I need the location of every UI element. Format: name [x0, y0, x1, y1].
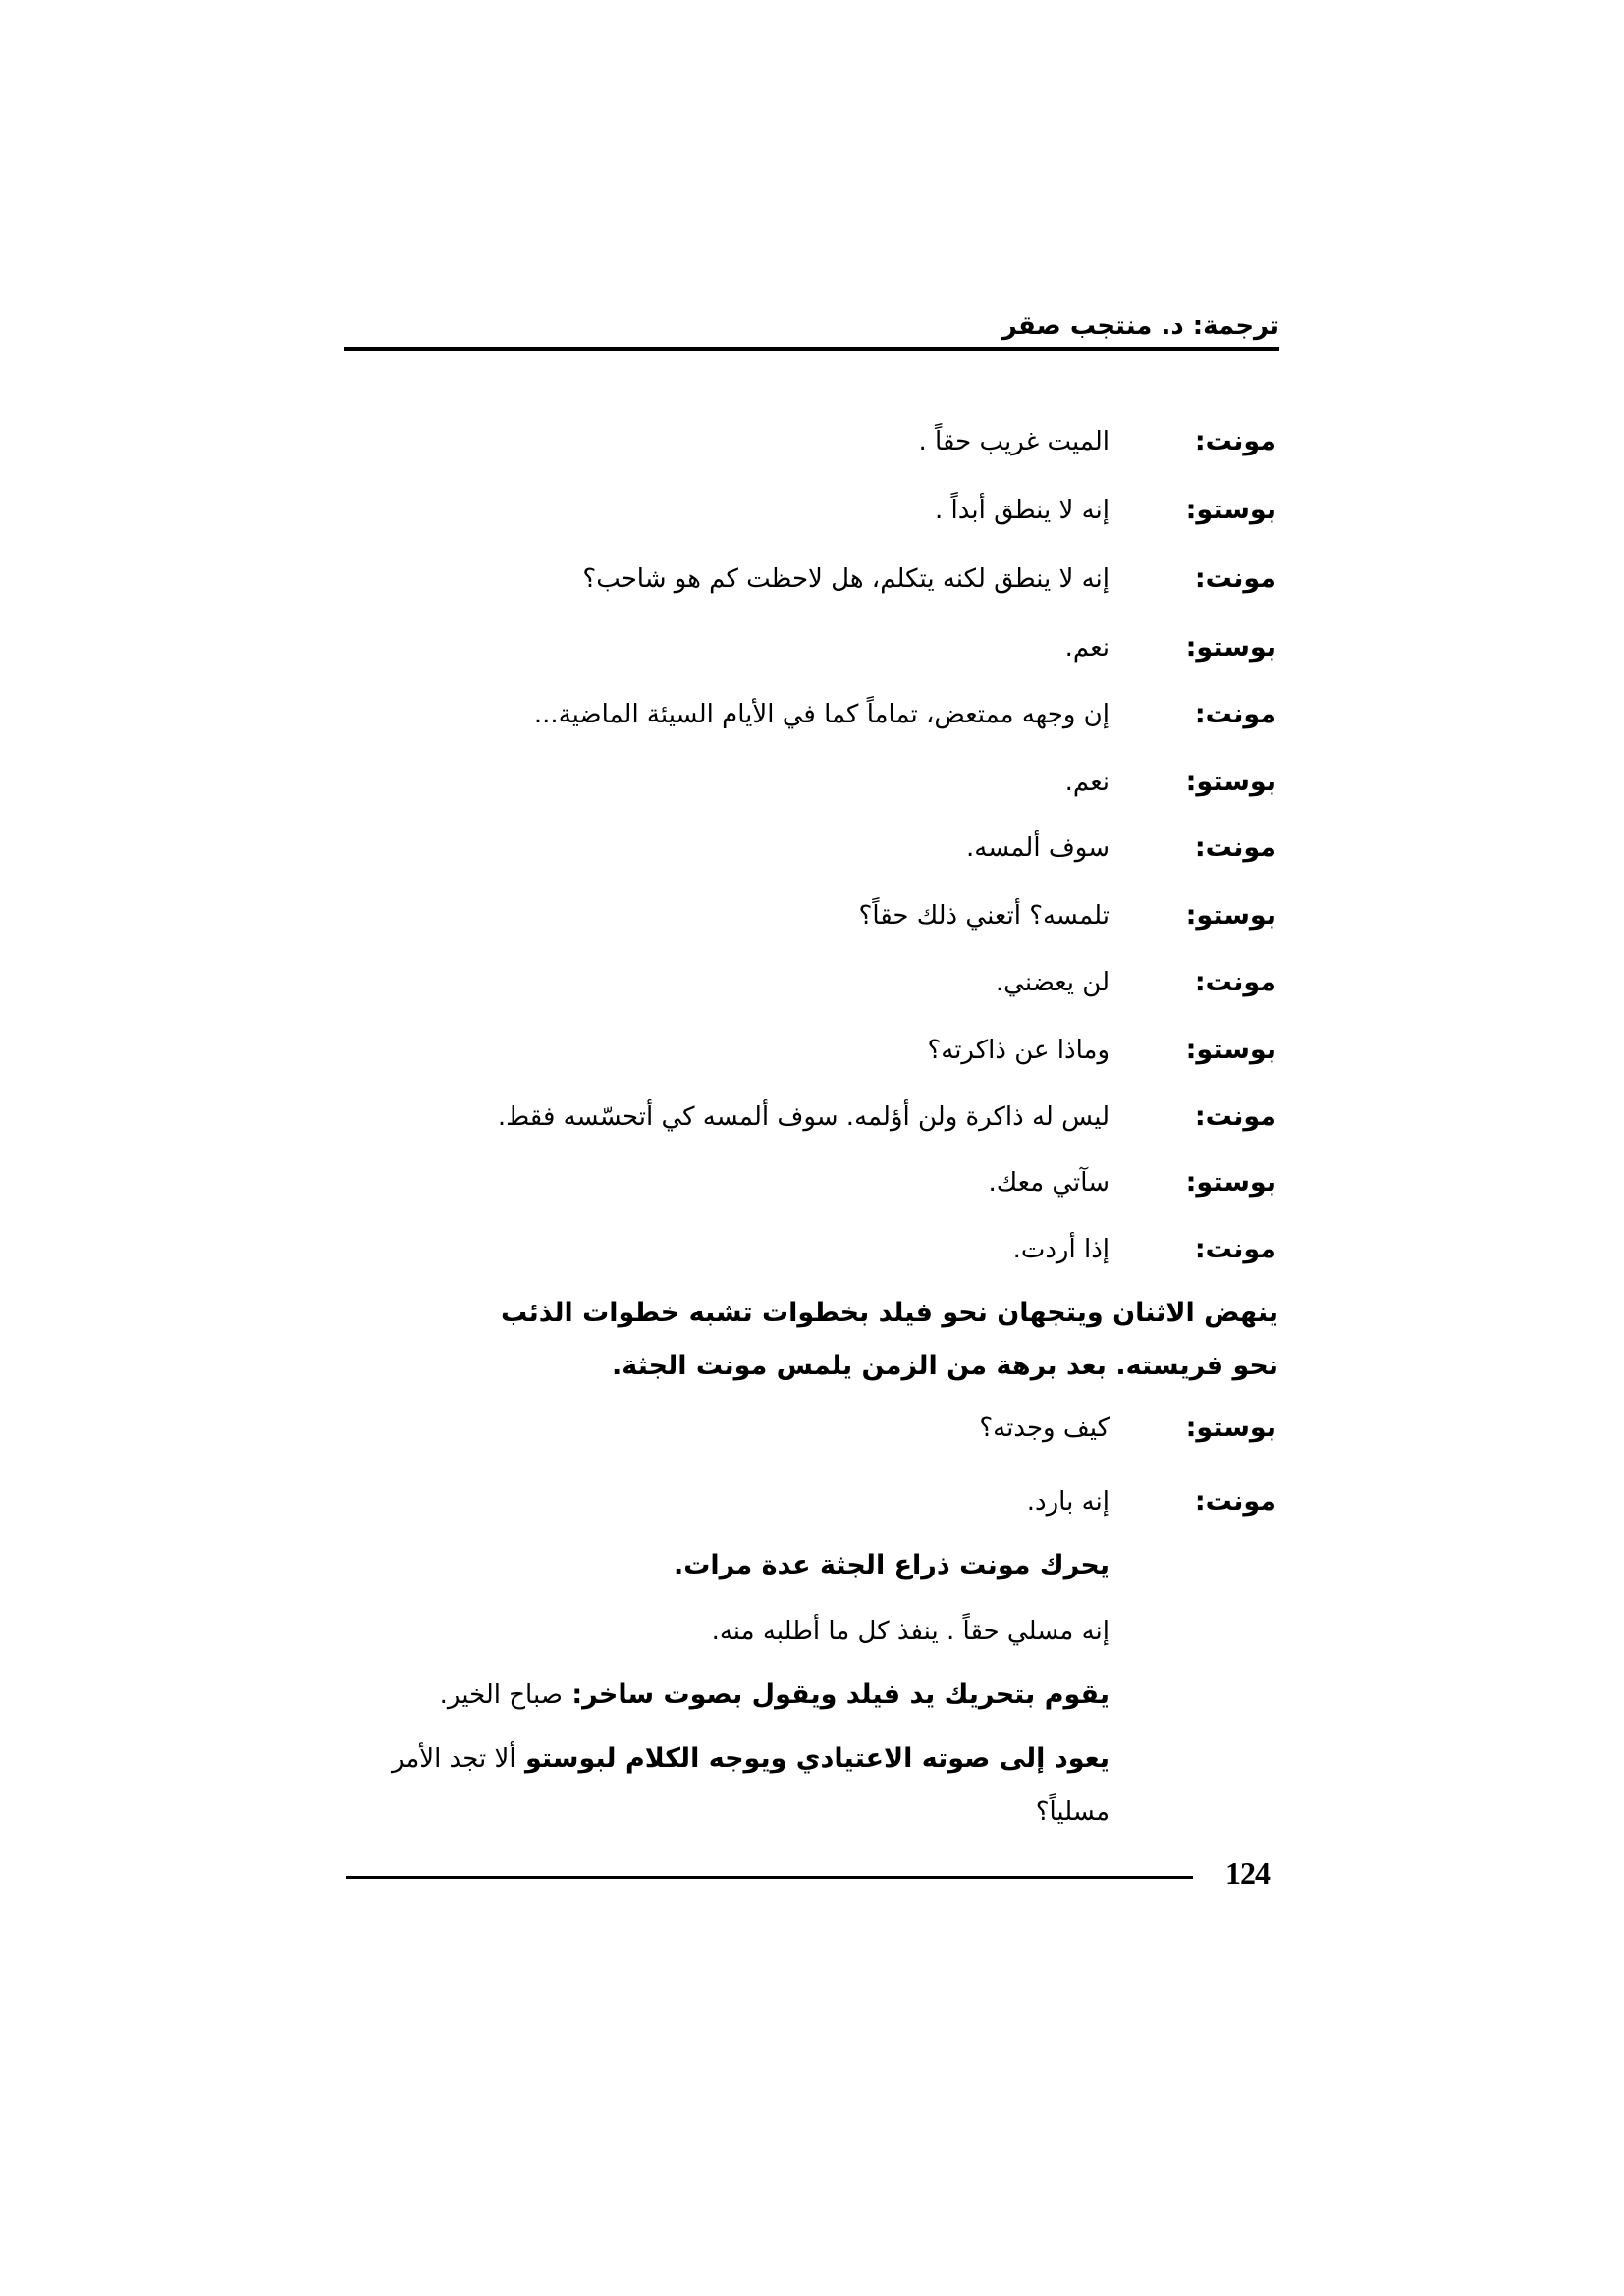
- speaker-label: مونت:: [1194, 967, 1276, 997]
- dialogue-line: ليس له ذاكرة ولن أؤلمه. سوف ألمسه كي أتحسّسه فقط.: [497, 1102, 1110, 1132]
- dialogue-line: إنه مسلي حقاً . ينفذ كل ما أطلبه منه.: [711, 1617, 1110, 1646]
- speaker-label: بوستو:: [1185, 495, 1276, 525]
- stage-direction: يعود إلى صوته الاعتيادي ويوجه الكلام لبوستو: [524, 1743, 1110, 1774]
- dialogue-line: تلمسه؟ أتعني ذلك حقاً؟: [858, 901, 1110, 931]
- footer-rule: [346, 1876, 1193, 1879]
- stage-direction-with-speech: [392, 1735, 1110, 1784]
- speaker-label: مونت:: [1194, 1234, 1276, 1264]
- stage-direction: يقوم بتحريك يد فيلد ويقول بصوت ساخر:: [571, 1680, 1110, 1710]
- page-number: 124: [1225, 1855, 1270, 1891]
- dialogue-line: كيف وجدته؟: [979, 1414, 1110, 1443]
- dialogue-line: إن وجهه ممتعض، تماماً كما في الأيام السيئة الماضية...: [533, 700, 1110, 729]
- dialogue-line: نعم.: [1064, 633, 1110, 663]
- speaker-label: بوستو:: [1185, 767, 1276, 797]
- speaker-label: بوستو:: [1185, 1413, 1276, 1443]
- dialogue-line: وماذا عن ذاكرته؟: [927, 1036, 1110, 1065]
- speaker-label: بوستو:: [1185, 632, 1276, 663]
- speaker-label: مونت:: [1194, 832, 1276, 863]
- speaker-label: مونت:: [1194, 699, 1276, 729]
- stage-direction-with-speech: [440, 1671, 1110, 1720]
- dialogue-line: لن يعضني.: [995, 968, 1110, 997]
- dialogue-line: إنه بارد.: [1026, 1487, 1110, 1517]
- speaker-label: مونت:: [1194, 563, 1276, 594]
- dialogue-line: إنه لا ينطق أبداً .: [935, 496, 1110, 525]
- speaker-label: بوستو:: [1185, 1035, 1276, 1065]
- stage-direction: نحو فريسته. بعد برهة من الزمن يلمس مونت الجثة.: [612, 1351, 1278, 1381]
- stage-direction: يحرك مونت ذراع الجثة عدة مرات.: [674, 1550, 1110, 1580]
- dialogue-line: صباح الخير.: [439, 1681, 563, 1710]
- dialogue-line: الميت غريب حقاً .: [918, 427, 1110, 456]
- speaker-label: مونت:: [1194, 426, 1276, 456]
- speaker-label: مونت:: [1194, 1486, 1276, 1517]
- dialogue-line: مسلياً؟: [1035, 1797, 1110, 1827]
- speaker-label: مونت:: [1194, 1101, 1276, 1132]
- stage-direction: ينهض الاثنان ويتجهان نحو فيلد بخطوات تشبه خطوات الذئب: [501, 1298, 1278, 1328]
- dialogue-line: نعم.: [1064, 768, 1110, 797]
- speaker-label: بوستو:: [1185, 1167, 1276, 1198]
- dialogue-line: سآتي معك.: [988, 1168, 1110, 1198]
- running-header-translator: ترجمة: د. منتجب صقر: [1001, 311, 1279, 341]
- speaker-label: بوستو:: [1185, 900, 1276, 931]
- dialogue-line: سوف ألمسه.: [965, 833, 1110, 863]
- header-rule: [344, 347, 1279, 351]
- dialogue-line: إنه لا ينطق لكنه يتكلم، هل لاحظت كم هو شاحب؟: [582, 564, 1110, 594]
- dialogue-line: ألا تجد الأمر: [391, 1744, 516, 1774]
- dialogue-line: إذا أردت.: [1012, 1235, 1110, 1264]
